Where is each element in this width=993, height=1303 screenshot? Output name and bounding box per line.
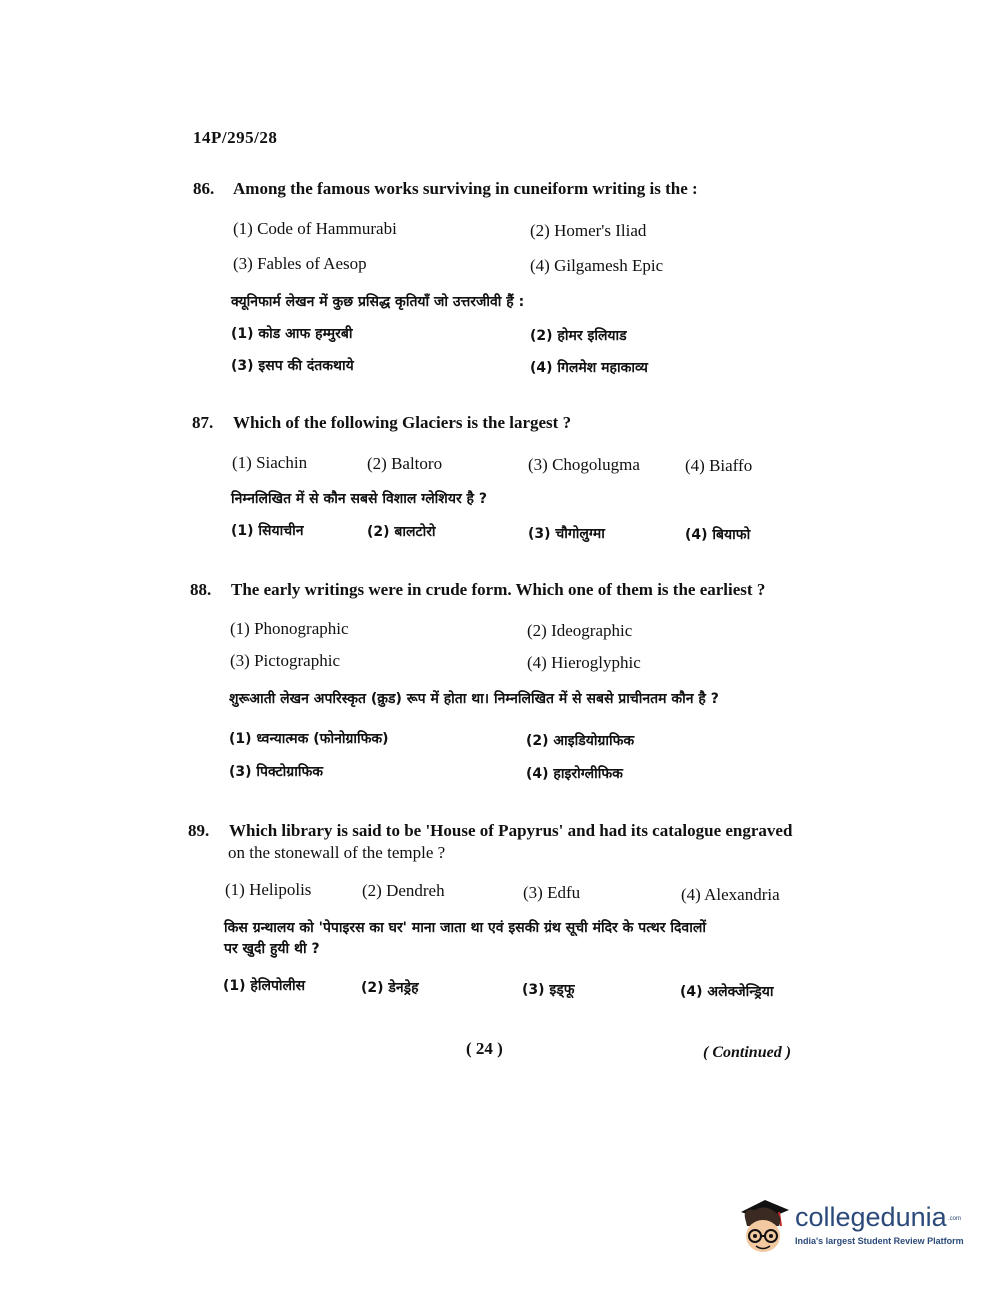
question-number: 89.: [188, 821, 210, 840]
option-1-hindi: (1) ध्वन्यात्मक (फोनोग्राफिक): [229, 731, 389, 747]
option-2: (2) Homer's Iliad: [530, 221, 647, 240]
option-2: (2) Dendreh: [362, 881, 445, 900]
question-number: 87.: [192, 413, 214, 432]
option-1: (1) Helipolis: [225, 880, 312, 899]
option-3-hindi: (3) इड्फू: [522, 982, 575, 998]
option-3: (3) Chogolugma: [528, 455, 640, 474]
option-2-hindi: (2) डेनड्रेह: [361, 980, 419, 996]
option-4-hindi: (4) गिलमेश महाकाव्य: [530, 360, 648, 376]
page-number: ( 24 ): [466, 1039, 503, 1058]
option-2-hindi: (2) आइडियोग्राफिक: [526, 733, 635, 749]
logo-tagline: India's largest Student Review Platform: [795, 1236, 964, 1246]
collegedunia-logo: [735, 1196, 964, 1260]
continued-label: ( Continued ): [703, 1044, 792, 1061]
option-4-hindi: (4) बियाफो: [685, 527, 751, 543]
option-3-hindi: (3) चौगोलुग्मा: [528, 526, 605, 542]
option-3: (3) Edfu: [523, 883, 581, 902]
option-3-hindi: (3) इसप की दंतकथाये: [231, 358, 354, 374]
option-1: (1) Phonographic: [230, 619, 349, 638]
logo-suffix: .com: [948, 1216, 962, 1222]
question-text-line1: Which library is said to be 'House of Papyrus' and had its catalogue engraved: [229, 821, 793, 840]
question-text: Which of the following Glaciers is the largest ?: [233, 413, 572, 432]
option-4: (4) Alexandria: [681, 885, 780, 904]
option-1-hindi: (1) सियाचीन: [231, 523, 304, 539]
option-2-hindi: (2) होमर इलियाड: [530, 328, 627, 344]
question-text: Among the famous works surviving in cuneiform writing is the :: [233, 179, 698, 198]
logo-name: collegedunia: [795, 1202, 947, 1232]
question-text: The early writings were in crude form. Which one of them is the earliest ?: [231, 580, 766, 599]
option-2: (2) Ideographic: [527, 621, 633, 640]
option-1-hindi: (1) कोड आफ हम्मुरबी: [231, 326, 353, 342]
question-text-hindi: क्यूनिफार्म लेखन में कुछ प्रसिद्ध कृतियाँ जो उत्तरजीवी हैं :: [231, 294, 525, 310]
paper-code: 14P/295/28: [193, 128, 278, 147]
question-text-hindi: शुरूआती लेखन अपरिस्कृत (क्रुड) रूप में होता था। निम्नलिखित में से सबसे प्राचीनतम कौन है ?: [229, 691, 719, 707]
option-2-hindi: (2) बालटोरो: [367, 524, 436, 540]
option-4-hindi: (4) हाइरोग्लीफिक: [526, 766, 623, 782]
option-1: (1) Siachin: [232, 453, 308, 472]
option-4: (4) Biaffo: [685, 456, 753, 475]
question-number: 86.: [193, 179, 215, 198]
question-text-hindi-line1: किस ग्रन्थालय को 'पेपाइरस का घर' माना जाता था एवं इसकी ग्रंथ सूची मंदिर के पत्थर दिवालों: [224, 920, 706, 936]
option-4: (4) Gilgamesh Epic: [530, 256, 664, 275]
option-3: (3) Fables of Aesop: [233, 254, 367, 273]
option-3-hindi: (3) पिक्टोग्राफिक: [229, 764, 323, 780]
option-2: (2) Baltoro: [367, 454, 443, 473]
option-1-hindi: (1) हेलिपोलीस: [223, 978, 306, 994]
question-text-line2: on the stonewall of the temple ?: [228, 843, 446, 862]
option-3: (3) Pictographic: [230, 651, 340, 670]
option-4: (4) Hieroglyphic: [527, 653, 641, 672]
option-1: (1) Code of Hammurabi: [233, 219, 397, 238]
question-text-hindi: निम्नलिखित में से कौन सबसे विशाल ग्लेशियर है ?: [231, 491, 487, 507]
question-text-hindi-line2: पर खुदी हुयी थी ?: [224, 941, 320, 957]
option-4-hindi: (4) अलेक्जेन्ड्रिया: [680, 984, 774, 1000]
student-mascot-icon: [735, 1196, 793, 1258]
question-number: 88.: [190, 580, 212, 599]
